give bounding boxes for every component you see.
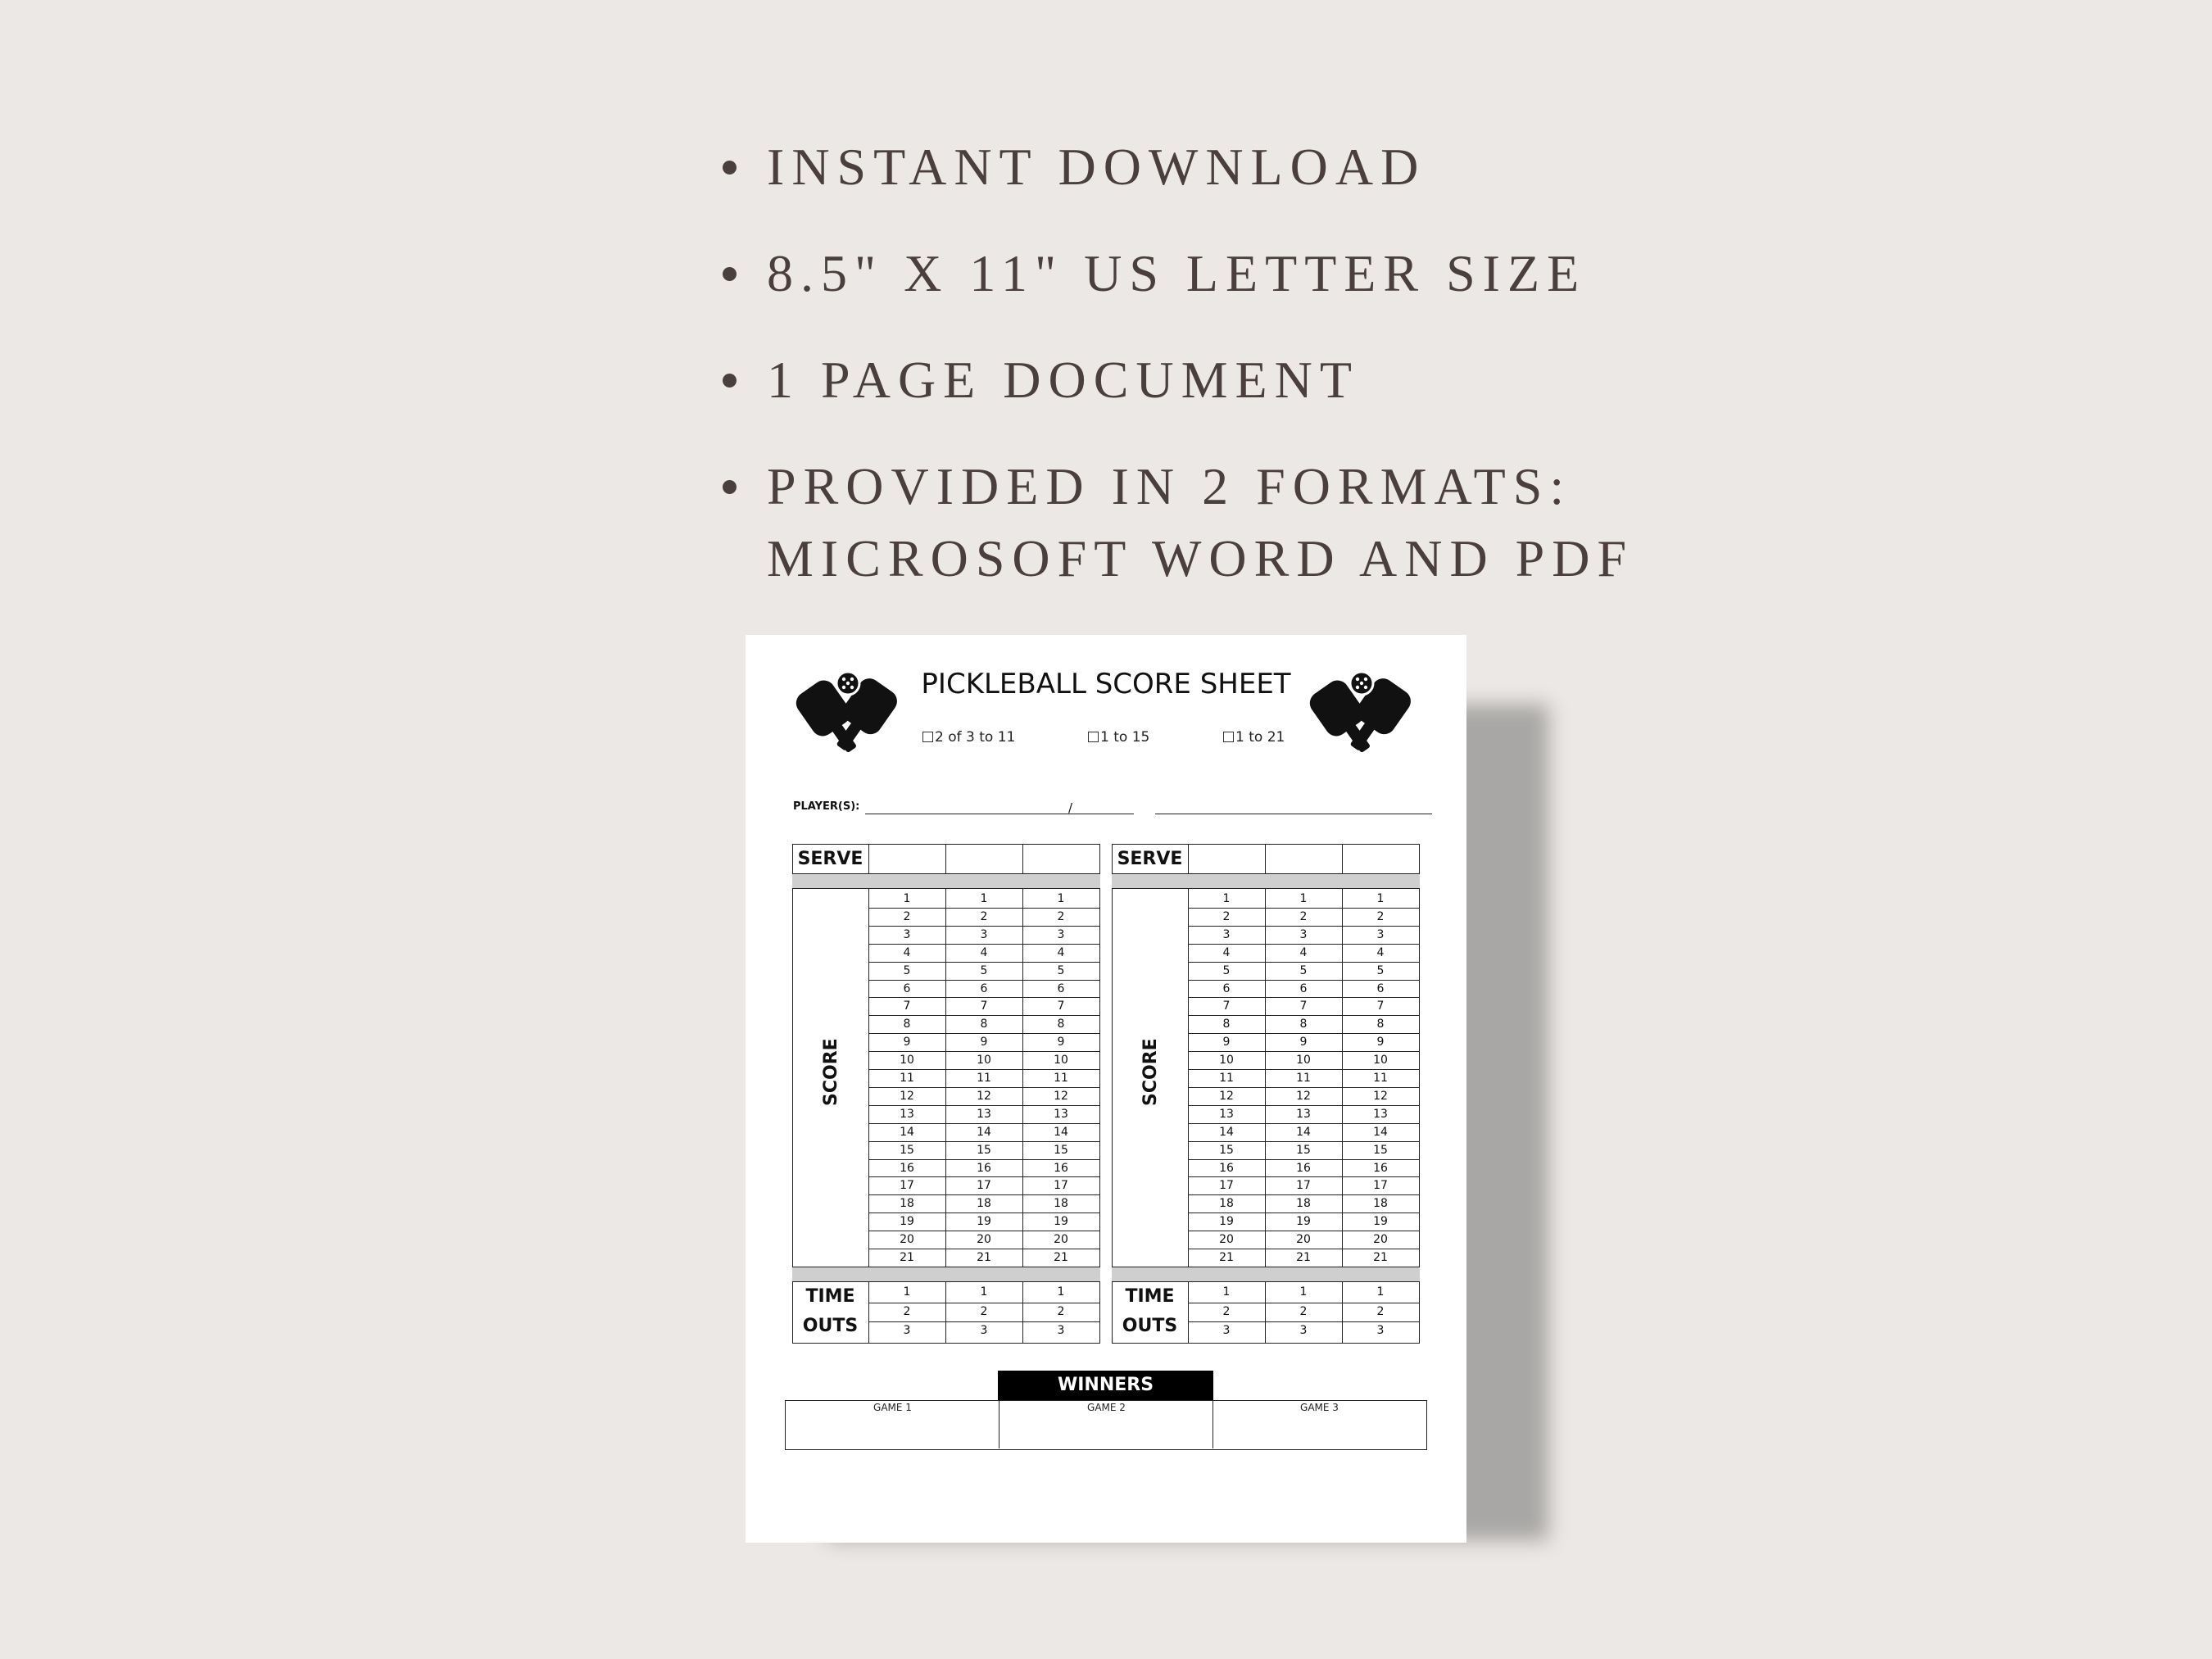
checkbox-icon[interactable]	[922, 732, 933, 742]
score-number[interactable]: 5	[1376, 963, 1385, 977]
score-number[interactable]: 20	[1373, 1233, 1388, 1247]
score-number[interactable]: 7	[1222, 999, 1231, 1013]
score-number[interactable]: 9	[1299, 1036, 1308, 1049]
score-number[interactable]: 10	[977, 1054, 991, 1067]
score-number[interactable]: 12	[1296, 1089, 1311, 1103]
timeout-number[interactable]: 1	[1222, 1285, 1231, 1299]
score-number[interactable]: 7	[1299, 999, 1308, 1013]
score-number[interactable]: 21	[977, 1251, 991, 1264]
format-option-label: 2 of 3 to 11	[935, 729, 1016, 746]
score-number[interactable]: 14	[1219, 1125, 1234, 1139]
checkbox-icon[interactable]	[1088, 732, 1099, 742]
score-number[interactable]: 14	[1054, 1125, 1068, 1139]
score-number[interactable]: 4	[903, 945, 911, 959]
score-number[interactable]: 13	[1054, 1107, 1068, 1121]
score-number[interactable]: 12	[1373, 1089, 1388, 1103]
timeouts-label-line: OUTS	[802, 1316, 859, 1336]
score-number[interactable]: 18	[1054, 1197, 1068, 1211]
timeout-number[interactable]: 1	[1057, 1285, 1065, 1299]
timeout-number[interactable]: 3	[1299, 1324, 1308, 1337]
timeout-number[interactable]: 2	[1222, 1304, 1231, 1318]
score-number[interactable]: 14	[900, 1125, 914, 1139]
score-number[interactable]: 3	[1222, 927, 1231, 941]
serve-label: SERVE	[1117, 849, 1183, 869]
score-number[interactable]: 2	[1376, 909, 1385, 923]
bullet-icon	[723, 161, 737, 175]
feature-text: 1 PAGE DOCUMENT	[767, 351, 1359, 409]
table-rule	[1022, 844, 1023, 873]
score-number[interactable]: 8	[980, 1018, 988, 1031]
score-number[interactable]: 13	[900, 1107, 914, 1121]
table-rule	[1112, 888, 1420, 889]
serve-cell[interactable]	[870, 845, 944, 872]
timeout-number[interactable]: 2	[1057, 1304, 1065, 1318]
score-number[interactable]: 12	[1054, 1089, 1068, 1103]
score-number[interactable]: 11	[1373, 1072, 1388, 1085]
score-number[interactable]: 14	[1373, 1125, 1388, 1139]
score-number[interactable]: 13	[1296, 1107, 1311, 1121]
score-number[interactable]: 15	[1373, 1143, 1388, 1157]
score-number[interactable]: 18	[1296, 1197, 1311, 1211]
feature-list	[713, 131, 1634, 629]
score-number[interactable]: 17	[1296, 1179, 1311, 1193]
score-number[interactable]: 10	[1373, 1054, 1388, 1067]
score-number[interactable]: 4	[980, 945, 988, 959]
timeout-number[interactable]: 3	[980, 1324, 988, 1337]
score-number[interactable]: 21	[1054, 1251, 1068, 1264]
score-number[interactable]: 16	[1296, 1161, 1311, 1175]
score-number[interactable]: 19	[900, 1215, 914, 1229]
timeout-number[interactable]: 2	[980, 1304, 988, 1318]
feature-item	[713, 131, 1634, 203]
timeout-number[interactable]: 2	[1299, 1304, 1308, 1318]
bullet-icon	[723, 480, 737, 494]
score-number[interactable]: 1	[1376, 892, 1385, 905]
score-number[interactable]: 18	[900, 1197, 914, 1211]
checkbox-icon[interactable]	[1223, 732, 1234, 742]
score-number[interactable]: 9	[1376, 1036, 1385, 1049]
score-number[interactable]: 20	[977, 1233, 991, 1247]
score-number[interactable]: 6	[980, 981, 988, 995]
game-format-options	[746, 729, 1466, 749]
table-rule	[945, 844, 946, 873]
score-number[interactable]: 16	[1373, 1161, 1388, 1175]
score-number[interactable]: 13	[1219, 1107, 1234, 1121]
score-number[interactable]: 16	[900, 1161, 914, 1175]
score-number[interactable]: 10	[900, 1054, 914, 1067]
score-number[interactable]: 2	[1299, 909, 1308, 923]
score-number[interactable]: 17	[1054, 1179, 1068, 1193]
game-label: GAME 2	[1087, 1402, 1126, 1413]
score-number[interactable]: 11	[900, 1072, 914, 1085]
score-number[interactable]: 19	[1219, 1215, 1234, 1229]
bullet-icon	[723, 267, 737, 281]
table-rule	[1342, 844, 1343, 873]
score-label: SCORE	[821, 1038, 841, 1106]
score-number[interactable]: 16	[1054, 1161, 1068, 1175]
score-number[interactable]: 6	[1222, 981, 1231, 995]
score-number[interactable]: 11	[1054, 1072, 1068, 1085]
score-number[interactable]: 8	[903, 1018, 911, 1031]
timeouts-label-line: OUTS	[1122, 1316, 1178, 1336]
score-number[interactable]: 5	[1057, 963, 1065, 977]
table-rule	[792, 873, 1100, 874]
timeout-number[interactable]: 1	[903, 1285, 911, 1299]
score-number[interactable]: 21	[1219, 1251, 1234, 1264]
score-number[interactable]: 6	[1299, 981, 1308, 995]
sheet-title: PICKLEBALL SCORE SHEET	[921, 668, 1291, 700]
format-option-label: 1 to 15	[1100, 729, 1150, 746]
winners-table	[785, 1400, 1427, 1450]
timeouts-label-line: TIME	[1125, 1286, 1175, 1307]
score-number[interactable]: 1	[1299, 892, 1308, 905]
timeout-number[interactable]: 1	[980, 1285, 988, 1299]
score-number[interactable]: 1	[1222, 892, 1231, 905]
serve-cell[interactable]	[1267, 845, 1340, 872]
score-number[interactable]: 13	[1373, 1107, 1388, 1121]
score-table-right	[1112, 844, 1420, 1344]
timeout-number[interactable]: 3	[903, 1324, 911, 1337]
score-table-left	[792, 844, 1100, 1344]
table-rule	[792, 888, 1100, 889]
score-number[interactable]: 10	[1219, 1054, 1234, 1067]
score-number[interactable]: 3	[1057, 927, 1065, 941]
serve-cell[interactable]	[947, 845, 1021, 872]
score-number[interactable]: 14	[977, 1125, 991, 1139]
score-number[interactable]: 15	[900, 1143, 914, 1157]
players-label: PLAYER(S):	[793, 800, 860, 813]
table-rule	[1265, 844, 1266, 873]
score-number[interactable]: 2	[1057, 909, 1065, 923]
timeout-number[interactable]: 1	[1299, 1285, 1308, 1299]
score-number[interactable]: 21	[1296, 1251, 1311, 1264]
score-number[interactable]: 19	[977, 1215, 991, 1229]
score-number[interactable]: 18	[977, 1197, 991, 1211]
score-number[interactable]: 12	[1219, 1089, 1234, 1103]
score-number[interactable]: 18	[1219, 1197, 1234, 1211]
score-number[interactable]: 6	[903, 981, 911, 995]
score-number[interactable]: 3	[980, 927, 988, 941]
game-label: GAME 3	[1300, 1402, 1339, 1413]
feature-item	[713, 344, 1634, 416]
score-number[interactable]: 9	[980, 1036, 988, 1049]
score-number[interactable]: 7	[1376, 999, 1385, 1013]
score-number[interactable]: 21	[900, 1251, 914, 1264]
score-number[interactable]: 10	[1054, 1054, 1068, 1067]
feature-text: PROVIDED IN 2 FORMATS:	[767, 457, 1572, 515]
timeouts-label-line: TIME	[805, 1286, 855, 1307]
score-number[interactable]: 7	[1057, 999, 1065, 1013]
score-number[interactable]: 9	[1222, 1036, 1231, 1049]
format-option[interactable]	[922, 729, 1015, 746]
score-number[interactable]: 4	[1057, 945, 1065, 959]
score-number[interactable]: 11	[1219, 1072, 1234, 1085]
score-number[interactable]: 9	[903, 1036, 911, 1049]
score-number[interactable]: 20	[1054, 1233, 1068, 1247]
score-number[interactable]: 17	[900, 1179, 914, 1193]
score-number[interactable]: 7	[980, 999, 988, 1013]
serve-cell[interactable]	[1344, 845, 1417, 872]
score-number[interactable]: 16	[1219, 1161, 1234, 1175]
timeout-number[interactable]: 2	[1376, 1304, 1385, 1318]
score-number[interactable]: 11	[1296, 1072, 1311, 1085]
table-rule	[1112, 873, 1420, 874]
divider-band	[792, 1267, 1100, 1281]
format-option[interactable]	[1088, 729, 1149, 746]
game-label: GAME 1	[873, 1402, 912, 1413]
format-option[interactable]	[1223, 729, 1285, 746]
score-number[interactable]: 8	[1057, 1018, 1065, 1031]
timeout-number[interactable]: 3	[1376, 1324, 1385, 1337]
feature-text: MICROSOFT WORD AND PDF	[767, 529, 1634, 587]
serve-label: SERVE	[797, 849, 863, 869]
score-number[interactable]: 12	[900, 1089, 914, 1103]
serve-cell[interactable]	[1190, 845, 1263, 872]
score-number[interactable]: 6	[1057, 981, 1065, 995]
score-number[interactable]: 5	[903, 963, 911, 977]
score-number[interactable]: 19	[1054, 1215, 1068, 1229]
score-number[interactable]: 21	[1373, 1251, 1388, 1264]
score-number[interactable]: 4	[1222, 945, 1231, 959]
table-rule	[1188, 844, 1189, 873]
winners-header: WINNERS	[998, 1371, 1213, 1400]
score-number[interactable]: 3	[1376, 927, 1385, 941]
score-number[interactable]: 20	[1296, 1233, 1311, 1247]
score-number[interactable]: 2	[980, 909, 988, 923]
serve-cell[interactable]	[1024, 845, 1098, 872]
score-number[interactable]: 4	[1299, 945, 1308, 959]
score-number[interactable]: 18	[1373, 1197, 1388, 1211]
score-number[interactable]: 15	[1219, 1143, 1234, 1157]
timeouts-label	[792, 1282, 868, 1341]
score-number[interactable]: 19	[1373, 1215, 1388, 1229]
score-number[interactable]: 1	[980, 892, 988, 905]
score-number[interactable]: 6	[1376, 981, 1385, 995]
score-number[interactable]: 19	[1296, 1215, 1311, 1229]
table-rule	[868, 844, 869, 873]
score-number[interactable]: 9	[1057, 1036, 1065, 1049]
timeout-number[interactable]: 3	[1222, 1324, 1231, 1337]
divider-band	[792, 873, 1100, 888]
score-number[interactable]: 13	[977, 1107, 991, 1121]
score-number[interactable]: 12	[977, 1089, 991, 1103]
score-number[interactable]: 8	[1222, 1018, 1231, 1031]
score-number[interactable]: 15	[1054, 1143, 1068, 1157]
score-number[interactable]: 15	[977, 1143, 991, 1157]
divider-band	[1112, 873, 1420, 888]
score-number[interactable]: 16	[977, 1161, 991, 1175]
feature-item	[713, 451, 1634, 595]
score-number[interactable]: 3	[1299, 927, 1308, 941]
score-number[interactable]: 2	[903, 909, 911, 923]
score-number[interactable]: 8	[1299, 1018, 1308, 1031]
score-number[interactable]: 20	[1219, 1233, 1234, 1247]
score-sheet-page	[746, 635, 1466, 1543]
feature-text: 8.5" X 11" US LETTER SIZE	[767, 244, 1587, 302]
score-number[interactable]: 1	[1057, 892, 1065, 905]
score-number[interactable]: 7	[903, 999, 911, 1013]
score-number[interactable]: 10	[1296, 1054, 1311, 1067]
divider-band	[1112, 1267, 1420, 1281]
feature-text: INSTANT DOWNLOAD	[767, 138, 1426, 196]
timeout-number[interactable]: 2	[903, 1304, 911, 1318]
winner-cell-game-2[interactable]	[999, 1401, 1213, 1448]
score-number[interactable]: 17	[1373, 1179, 1388, 1193]
timeout-number[interactable]: 3	[1057, 1324, 1065, 1337]
score-number[interactable]: 15	[1296, 1143, 1311, 1157]
score-number[interactable]: 14	[1296, 1125, 1311, 1139]
feature-item	[713, 238, 1634, 310]
score-number[interactable]: 4	[1376, 945, 1385, 959]
score-number[interactable]: 5	[980, 963, 988, 977]
score-number[interactable]: 17	[1219, 1179, 1234, 1193]
score-number[interactable]: 8	[1376, 1018, 1385, 1031]
timeout-number[interactable]: 1	[1376, 1285, 1385, 1299]
format-option-label: 1 to 21	[1235, 729, 1285, 746]
score-number[interactable]: 5	[1299, 963, 1308, 977]
winner-cell-game-3[interactable]	[1213, 1401, 1426, 1448]
score-number[interactable]: 17	[977, 1179, 991, 1193]
score-number[interactable]: 1	[903, 892, 911, 905]
score-number[interactable]: 20	[900, 1233, 914, 1247]
players-separator: /	[1068, 800, 1073, 815]
score-number[interactable]: 2	[1222, 909, 1231, 923]
timeouts-label	[1112, 1282, 1188, 1341]
score-number[interactable]: 11	[977, 1072, 991, 1085]
score-label: SCORE	[1140, 1038, 1161, 1106]
winner-cell-game-1[interactable]	[786, 1401, 999, 1448]
score-number[interactable]: 3	[903, 927, 911, 941]
bullet-icon	[723, 374, 737, 388]
score-number[interactable]: 5	[1222, 963, 1231, 977]
